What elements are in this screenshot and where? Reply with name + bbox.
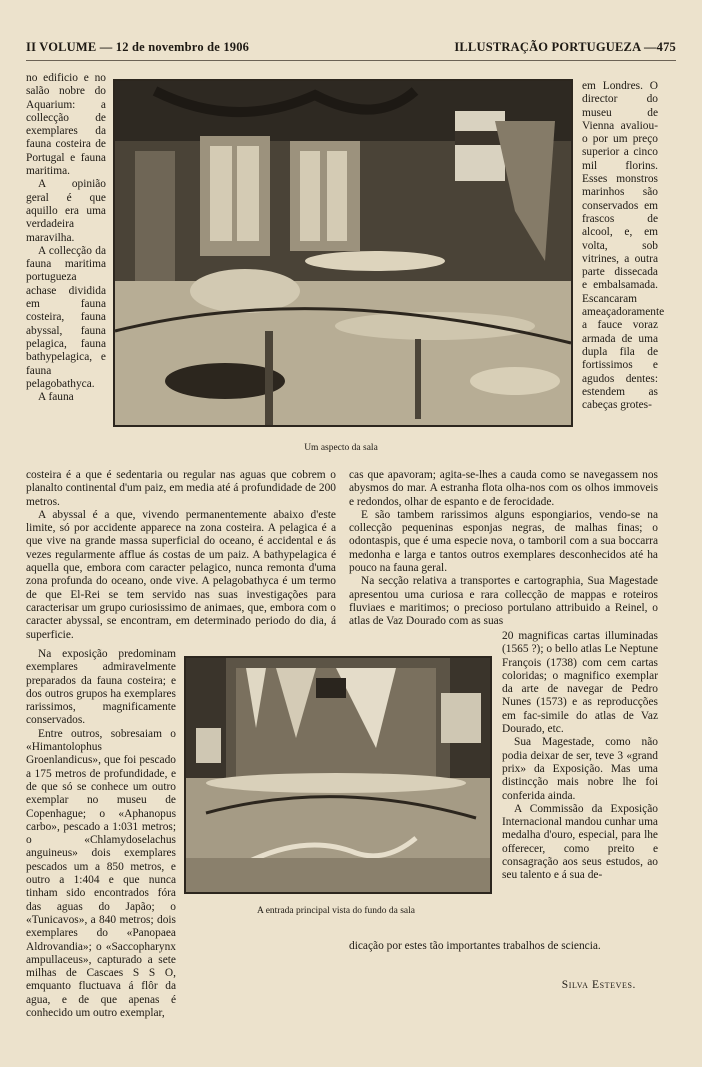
- text-right-mid: [349, 469, 658, 627]
- paragraph: 20 magnificas cartas illuminadas (1565 ?); o bello atlas Le Neptune François (1738) com cem cartas coloridas; o magnifico exemplar da arte de navegar de Pedro Nunes (1573) e as reproducções em fac-simile do atlas de Vaz Dourado, etc.: [502, 630, 658, 736]
- author-signature: Silva Esteves.: [561, 979, 636, 991]
- text-left-mid: [26, 469, 336, 645]
- paragraph: cas que apavoram; agita-se-lhes a cauda como se navegassem nos abysmos do mar. A estranha flota olha-nos com os olhos immoveis e redondos, olhar de espanto e de ferocidade.: [349, 469, 658, 508]
- paragraph: costeira é a que é sedentaria ou regular nas aguas que cobrem o planalto continental d'um paiz, em media até á profundidade de 200 metros.: [26, 469, 336, 508]
- paragraph: em Londres. O director do museu de Vienna avaliou-o por um preço superior a cinco mil florins. Esses monstros marinhos são conservados em frascos de alcool, e, em volta, sob vitrines, a outra parte dissecada e embalsamada. Escancaram ameaçadoramente a fauce voraz armada de uma dupla fila de fortissimos e agudos dentes: estendem as cabeças grotes-: [582, 80, 665, 412]
- paragraph: A abyssal é a que, vivendo permanentemente abaixo d'este limite, só por accidente apparece na zona costeira. A pelagica é a que vive na grande massa superficial do oceano, é accidental e ás vezes regularmente afflue ás costas de um paiz. A bathypelagica é aquella que, embora com caracter pelagico, nunca remonta d'uma zona profunda do oceano, onde vive. A pelagobathyca é um termo de que El-Rei se tem servido nas suas investigações para caracterisar um grupo curiosissimo de animaes, que, embora com o caracter abyssal, se encontram, em determinado periodo do dia, á superficie.: [26, 508, 336, 641]
- paragraph: Na secção relativa a transportes e cartographia, Sua Magestade apresentou uma curiosa e rara collecção de mappas e roteiros fluviaes e maritimos; o precioso portulano attribuido a Reinel, o atlas de Vaz Dourado com as suas: [349, 575, 658, 628]
- text-right-bottom: [502, 630, 658, 938]
- text-right-top: [582, 80, 665, 466]
- header-rule: [26, 60, 676, 61]
- paragraph: A collecção da fauna maritima portugueza achase dividida em fauna costeira, fauna abyssal, fauna pelagica, fauna bathypelagica, e fauna pelagobathyca.: [26, 244, 106, 390]
- photo-exhibition-hall: [113, 79, 573, 427]
- main-entrance-image: [186, 658, 490, 892]
- paragraph: A fauna: [38, 391, 74, 404]
- text-left-top: [26, 72, 106, 469]
- caption-bottom-photo: A entrada principal vista do fundo da sala: [256, 906, 416, 916]
- exhibition-hall-image: [115, 81, 571, 425]
- paragraph: A Commissão da Exposição Internacional mandou cunhar uma medalha d'ouro, especial, para lhe offerecer, como preito e consagração aos seus estudos, ao seu talento e á sua de-: [502, 802, 658, 882]
- text-final: [349, 940, 658, 970]
- paragraph: A opinião geral é que aquillo era uma verdadeira maravilha.: [26, 178, 106, 244]
- paragraph: no edificio e no salão nobre do Aquarium: a collecção de exemplares da fauna costeira de Portugal e fauna maritima.: [26, 72, 106, 178]
- volume-date: II VOLUME — 12 de novembro de 1906: [26, 40, 250, 54]
- paragraph: dicação por estes tão importantes trabalhos de sciencia.: [349, 940, 601, 952]
- paragraph: Sua Magestade, como não podia deixar de ser, teve 3 «grand prix» da Exposição. Mas uma distincção mais nobre lhe foi conferida ainda.: [502, 736, 658, 802]
- text-left-bottom: [26, 648, 176, 1020]
- paragraph: E são tambem rarissimos alguns espongiarios, vendo-se na collecção pequeninas esponjas negras, de malhas finas; o odontaspis, que é uma especie nova, o tamboril com a sua boccarra medonha e larga e tantos outros exemplares desconhecidos até ha pouco na fauna geral.: [349, 508, 658, 575]
- paragraph: Na exposição predominam exemplares admiravelmente preparados da fauna costeira; e dos outros grupos ha exemplares rarissimos, magnificamente conservados.: [26, 648, 176, 727]
- photo-main-entrance: [184, 656, 492, 894]
- paragraph: Entre outros, sobresaiam o «Himantolophus Groenlandicus», que foi pescado a 175 metros de profundidade, e de que só se conhece um outro exemplar no museu de Copenhague; o «Aphanopus carbo», pescado a 1:031 metros; o «Chlamydoselachus anguineus» dois exemplares pescados um a 850 metros, e outro a 1:404 e que nunca tinham sido encontrados fóra das aguas do Japão; o «Tunicavos», a 840 metros; dois exemplares do «Panopaea Aldrovandia»; o «Saccopharynx ampullaceus», capturado a sete milhas de Cascaes S S O, emquanto fluctuava á flôr da agua, e de que apenas é conhecido um outro exemplar,: [26, 727, 176, 1020]
- magazine-title: ILLUSTRAÇÃO PORTUGUEZA —475: [454, 40, 676, 54]
- page-header: [26, 40, 676, 58]
- caption-top-photo: Um aspecto da sala: [304, 443, 378, 453]
